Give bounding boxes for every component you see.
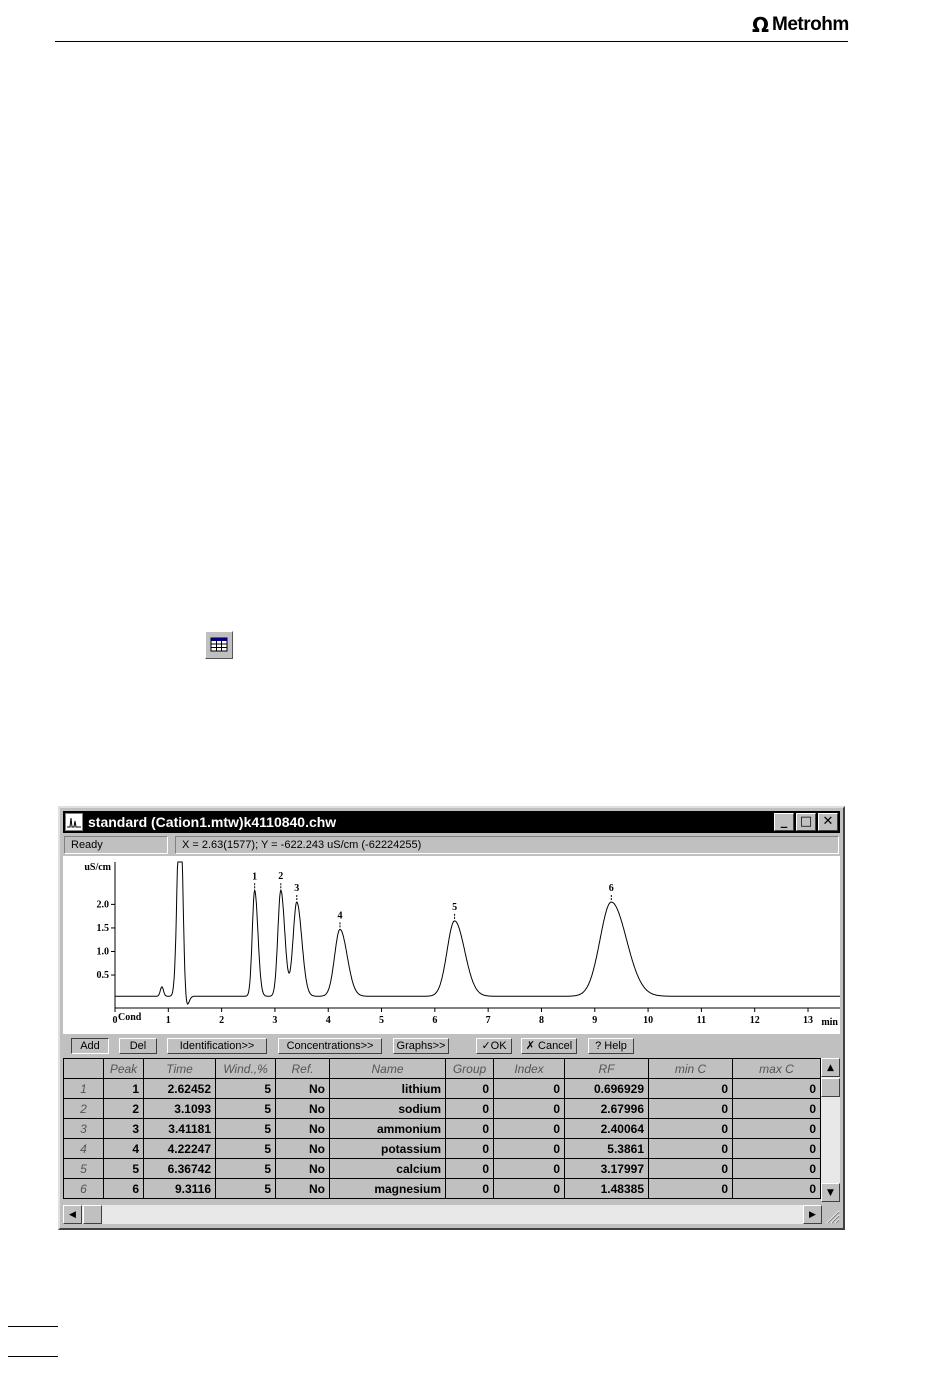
identification-button[interactable]: Identification>> <box>167 1038 267 1054</box>
table-cell[interactable]: 0 <box>649 1099 733 1119</box>
minimize-button[interactable] <box>774 813 794 831</box>
table-cell[interactable]: 1.48385 <box>565 1179 649 1199</box>
column-header[interactable]: Peak <box>104 1059 144 1079</box>
y-tick-label: 2.0 <box>96 899 109 911</box>
table-cell[interactable]: 4 <box>104 1139 144 1159</box>
chromatogram-svg[interactable] <box>63 856 840 1034</box>
table-cell[interactable]: No <box>276 1119 330 1139</box>
peak-label: 6 <box>608 883 614 895</box>
table-cell[interactable]: 5 <box>216 1119 276 1139</box>
table-cell[interactable]: 6 <box>104 1179 144 1199</box>
table-cell[interactable]: 5.3861 <box>565 1139 649 1159</box>
table-cell[interactable]: 0 <box>494 1079 565 1099</box>
table-cell[interactable]: 3.17997 <box>565 1159 649 1179</box>
table-row[interactable] <box>64 1159 821 1179</box>
table-cell[interactable]: No <box>276 1099 330 1119</box>
title-bar[interactable] <box>63 811 840 833</box>
horizontal-scrollbar[interactable] <box>63 1205 822 1224</box>
footer-rule-top <box>8 1326 58 1327</box>
table-cell[interactable]: magnesium <box>330 1179 446 1199</box>
x-tick-label: 13 <box>803 1015 814 1026</box>
x-tick-label: 7 <box>485 1015 491 1026</box>
table-cell[interactable]: 0 <box>446 1159 494 1179</box>
del-button[interactable]: Del <box>119 1038 157 1054</box>
table-cell[interactable]: 6.36742 <box>144 1159 216 1179</box>
chromatogram-app-icon[interactable] <box>65 813 83 831</box>
table-cell[interactable]: 0 <box>446 1139 494 1159</box>
scroll-up-button[interactable] <box>821 1058 840 1077</box>
table-cell[interactable]: 0 <box>649 1079 733 1099</box>
table-cell[interactable]: 0 <box>446 1079 494 1099</box>
table-cell[interactable]: 0 <box>494 1099 565 1119</box>
table-cell[interactable]: 0 <box>446 1119 494 1139</box>
table-cell[interactable]: 0 <box>733 1099 821 1119</box>
column-header[interactable]: Group <box>446 1059 494 1079</box>
table-header-row <box>64 1059 821 1079</box>
concentrations-button[interactable]: Concentrations>> <box>278 1038 382 1054</box>
y-tick-label: 1.5 <box>96 922 109 934</box>
metrohm-logo <box>752 13 848 37</box>
vertical-scrollbar[interactable] <box>821 1058 840 1202</box>
table-cell[interactable]: 0 <box>494 1179 565 1199</box>
row-header[interactable]: 1 <box>64 1079 104 1099</box>
scroll-down-button[interactable] <box>821 1183 840 1202</box>
table-cell[interactable]: 3.41181 <box>144 1119 216 1139</box>
column-header[interactable]: Time <box>144 1059 216 1079</box>
x-tick-label: 6 <box>432 1015 438 1026</box>
column-header[interactable]: Index <box>494 1059 565 1079</box>
table-cell[interactable]: 0.696929 <box>565 1079 649 1099</box>
signal-trace <box>115 862 840 1004</box>
table-row[interactable] <box>64 1099 821 1119</box>
column-header[interactable] <box>64 1059 104 1079</box>
table-cell[interactable]: 0 <box>733 1079 821 1099</box>
chromatogram-plot[interactable] <box>63 856 840 1034</box>
scroll-thumb-horizontal[interactable] <box>83 1205 102 1224</box>
x-tick-label: 2 <box>219 1015 225 1026</box>
table-cell[interactable]: 0 <box>649 1179 733 1199</box>
x-axis-label: min <box>821 1017 838 1028</box>
y-tick-label: 1.0 <box>96 946 109 958</box>
peak-label: 4 <box>337 910 343 922</box>
peak-toolbar <box>63 1037 840 1057</box>
close-icon: ✕ <box>822 814 834 829</box>
x-tick-label: 0 <box>112 1015 118 1026</box>
arrow-right-icon: ▶ <box>809 1209 816 1220</box>
table-cell[interactable]: 2.67996 <box>565 1099 649 1119</box>
maximize-button[interactable] <box>796 813 816 831</box>
ok-button[interactable]: ✓OK <box>476 1038 512 1054</box>
graphs-button[interactable]: Graphs>> <box>393 1038 449 1054</box>
close-button[interactable] <box>818 813 838 831</box>
y-axis-label: uS/cm <box>84 862 111 873</box>
x-tick-label: 10 <box>643 1015 654 1026</box>
table-cell[interactable]: 0 <box>733 1159 821 1179</box>
add-button[interactable]: Add <box>71 1038 109 1054</box>
peak-label: 3 <box>294 883 300 895</box>
scroll-thumb-vertical[interactable] <box>821 1078 840 1097</box>
omega-icon: Ω <box>752 13 770 37</box>
row-header[interactable]: 6 <box>64 1179 104 1199</box>
x-tick-label: 11 <box>696 1015 707 1026</box>
channel-label: Cond <box>118 1012 142 1023</box>
peak-table <box>63 1058 821 1199</box>
table-cell[interactable]: 4.22247 <box>144 1139 216 1159</box>
column-header[interactable]: max C <box>733 1059 821 1079</box>
peak-label: 2 <box>278 871 284 883</box>
arrow-left-icon: ◀ <box>69 1209 76 1220</box>
table-row[interactable] <box>64 1179 821 1199</box>
table-cell[interactable]: 5 <box>216 1139 276 1159</box>
column-header[interactable]: min C <box>649 1059 733 1079</box>
table-cell[interactable]: No <box>276 1179 330 1199</box>
table-view-icon[interactable] <box>205 631 233 659</box>
peak-table-area <box>63 1058 820 1202</box>
row-header[interactable]: 5 <box>64 1159 104 1179</box>
x-tick-label: 8 <box>538 1015 544 1026</box>
row-header[interactable]: 2 <box>64 1099 104 1119</box>
table-cell[interactable]: 5 <box>216 1079 276 1099</box>
column-header[interactable]: Wind.,% <box>216 1059 276 1079</box>
x-tick-label: 12 <box>749 1015 760 1026</box>
window-title: standard (Cation1.mtw)k4110840.chw <box>88 814 337 830</box>
table-row[interactable] <box>64 1139 821 1159</box>
scroll-right-button[interactable] <box>803 1205 822 1224</box>
table-cell[interactable]: 0 <box>733 1179 821 1199</box>
table-cell[interactable]: 3.1093 <box>144 1099 216 1119</box>
table-cell[interactable]: No <box>276 1159 330 1179</box>
footer-rule-bottom <box>8 1356 58 1357</box>
resize-grip-icon[interactable] <box>823 1205 840 1224</box>
help-button[interactable]: ? Help <box>588 1038 634 1054</box>
scroll-left-button[interactable] <box>63 1205 82 1224</box>
table-cell[interactable]: 0 <box>446 1179 494 1199</box>
table-cell[interactable]: potassium <box>330 1139 446 1159</box>
table-cell[interactable]: 5 <box>216 1179 276 1199</box>
x-tick-label: 4 <box>325 1015 331 1026</box>
x-tick-label: 1 <box>165 1015 171 1026</box>
table-cell[interactable]: calcium <box>330 1159 446 1179</box>
column-header[interactable]: RF <box>565 1059 649 1079</box>
table-cell[interactable]: 0 <box>494 1159 565 1179</box>
table-cell[interactable]: 0 <box>494 1119 565 1139</box>
table-cell[interactable]: 0 <box>649 1159 733 1179</box>
table-cell[interactable]: 2.62452 <box>144 1079 216 1099</box>
table-cell[interactable]: 2.40064 <box>565 1119 649 1139</box>
x-tick-label: 9 <box>592 1015 598 1026</box>
chromatogram-window <box>58 806 845 1230</box>
peak-label: 5 <box>452 901 458 913</box>
cancel-button[interactable]: ✗ Cancel <box>521 1038 577 1054</box>
table-row[interactable] <box>64 1079 821 1099</box>
table-cell[interactable]: 0 <box>649 1119 733 1139</box>
maximize-icon: □ <box>799 814 813 829</box>
table-cell[interactable]: sodium <box>330 1099 446 1119</box>
table-cell[interactable]: ammonium <box>330 1119 446 1139</box>
table-row[interactable] <box>64 1119 821 1139</box>
table-cell[interactable]: 0 <box>733 1119 821 1139</box>
table-cell[interactable]: 5 <box>104 1159 144 1179</box>
table-cell[interactable]: No <box>276 1079 330 1099</box>
table-cell[interactable]: 1 <box>104 1079 144 1099</box>
arrow-down-icon: ▼ <box>827 1187 834 1198</box>
column-header[interactable]: Ref. <box>276 1059 330 1079</box>
table-cell[interactable]: lithium <box>330 1079 446 1099</box>
table-cell[interactable]: 5 <box>216 1099 276 1119</box>
status-coordinates: X = 2.63(1577); Y = -622.243 uS/cm (-62224255) <box>175 836 839 854</box>
minimize-icon: _ <box>780 814 788 829</box>
x-tick-label: 3 <box>272 1015 278 1026</box>
table-cell[interactable]: 3 <box>104 1119 144 1139</box>
table-cell[interactable]: 0 <box>494 1139 565 1159</box>
x-tick-label: 5 <box>379 1015 385 1026</box>
table-cell[interactable]: 2 <box>104 1099 144 1119</box>
arrow-up-icon: ▲ <box>827 1062 834 1073</box>
row-header[interactable]: 3 <box>64 1119 104 1139</box>
table-cell[interactable]: No <box>276 1139 330 1159</box>
table-cell[interactable]: 9.3116 <box>144 1179 216 1199</box>
header-rule <box>55 41 848 42</box>
status-ready: Ready <box>64 836 168 854</box>
table-cell[interactable]: 0 <box>733 1139 821 1159</box>
column-header[interactable]: Name <box>330 1059 446 1079</box>
brand-name: Metrohm <box>772 14 849 35</box>
peak-label: 1 <box>252 871 258 883</box>
table-cell[interactable]: 0 <box>649 1139 733 1159</box>
row-header[interactable]: 4 <box>64 1139 104 1159</box>
table-cell[interactable]: 0 <box>446 1099 494 1119</box>
table-cell[interactable]: 5 <box>216 1159 276 1179</box>
y-tick-label: 0.5 <box>96 970 109 982</box>
